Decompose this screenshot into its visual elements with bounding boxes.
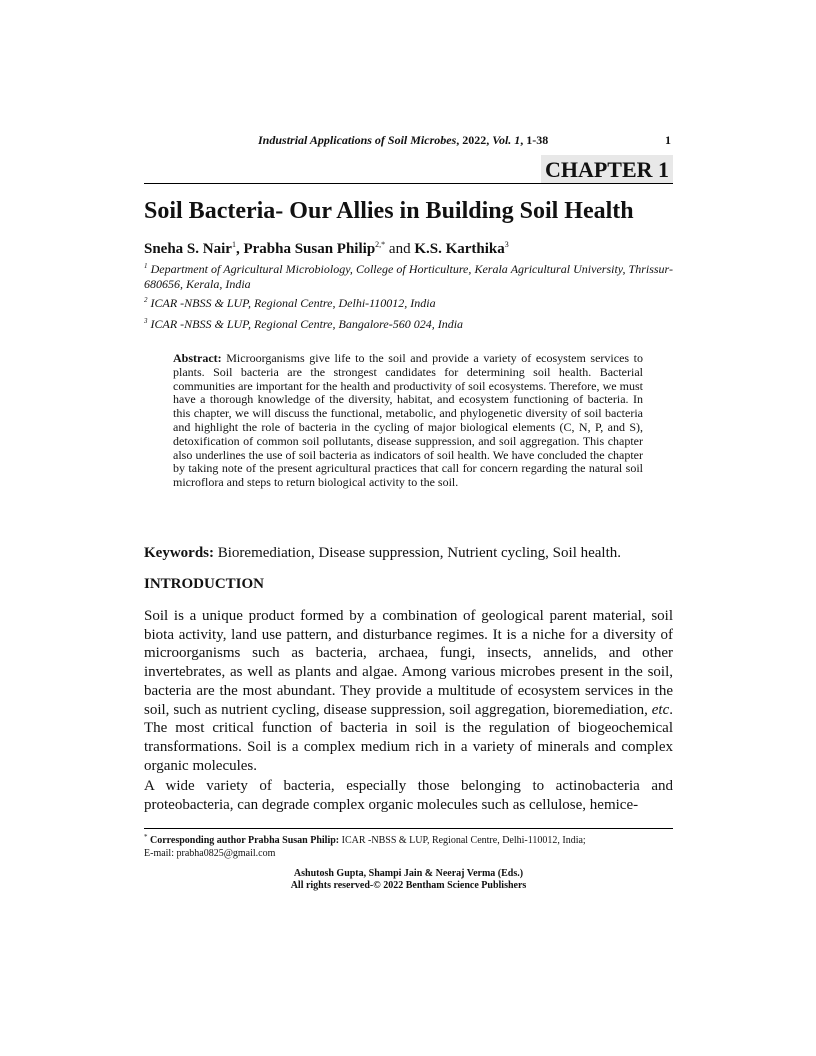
author-separator: ,	[235, 241, 244, 257]
chapter-rule	[144, 183, 673, 184]
introduction-heading: INTRODUCTION	[144, 576, 265, 592]
keywords-text: Bioremediation, Disease suppression, Nutrient cycling, Soil health.	[214, 545, 622, 561]
abstract	[173, 352, 643, 490]
rights-line: All rights reserved-© 2022 Bentham Science Publishers	[290, 880, 527, 891]
abstract-label: Abstract:	[173, 351, 222, 365]
keywords	[144, 543, 673, 563]
author-name: Prabha Susan Philip	[243, 241, 376, 257]
author-affiliation-mark: 3	[504, 240, 509, 249]
affiliation-2: $^2$ ICAR -NBSS & LUP, Regional Centre, Delhi-110012, India	[144, 296, 436, 310]
footnote-email: E-mail: prabha0825@gmail.com	[144, 848, 276, 859]
author-affiliation-mark: 2,*	[375, 240, 386, 249]
footnote: * Corresponding author Prabha Susan Philip: ICAR -NBSS & LUP, Regional Centre, Delhi-110012, India; E-mail: prabha0825@gmail.com	[144, 833, 586, 859]
chapter-label: CHAPTER 1	[541, 155, 673, 184]
author-separator: and	[385, 241, 415, 257]
page-number: 1	[665, 133, 671, 147]
keywords-label: Keywords:	[144, 545, 214, 561]
editors-credit	[144, 868, 673, 892]
author-affiliation-mark: 1	[231, 240, 236, 249]
author-name: K.S. Karthika	[414, 241, 505, 257]
affiliation-3: $^3$ ICAR -NBSS & LUP, Regional Centre, Bangalore-560 024, India	[144, 317, 464, 331]
running-head-title: Industrial Applications of Soil Microbes, 2022, Vol. 1, 1-38	[258, 133, 549, 147]
editors-line: Ashutosh Gupta, Shampi Jain & Neeraj Verma (Eds.)	[293, 868, 524, 879]
introduction-paragraph-2: A wide variety of bacteria, especially those belonging to actinobacteria and proteobacteria, can degrade complex organic molecules such as cellulose, hemice-	[144, 778, 673, 813]
author-name: Sneha S. Nair	[144, 241, 232, 257]
affiliation-1: $^1$ Department of Agricultural Microbiology, College of Horticulture, Kerala Agricultural University, Thrissur-680656, Kerala, India	[144, 262, 673, 291]
chapter-title: Soil Bacteria- Our Allies in Building Soil Health	[144, 198, 634, 224]
running-head	[144, 133, 673, 149]
footnote-rule	[144, 828, 673, 829]
introduction-paragraph-1: Soil is a unique product formed by a combination of geological parent material, soil biota activity, land use pattern, and disturbance regimes. It is a niche for a diversity of microorganisms such as bacteria, archaea, fungi, insects, annelids, and other invertebrates, as well as plants and algae. Among various microbes present in the soil, bacteria are the most abundant. They provide a multitude of ecosystem services in the soil, such as nutrient cycling, disease suppression, soil aggregation, bioremediation, etc. The most critical function of bacteria in soil is the regulation of biogeochemical transformations. Soil is a complex medium rich in a variety of minerals and complex organic molecules.	[144, 608, 673, 774]
abstract-text: Microorganisms give life to the soil and provide a variety of ecosystem services to plants. Soil bacteria are the strongest candidates for determining soil health. Bacterial communities are important for the health and productivity of soil ecosystems. Therefore, we must have a thorough knowledge of the diversity, habitat, and ecosystem functioning of bacteria. In this chapter, we will discuss the functional, metabolic, and phylogenetic diversity of soil bacteria and highlight the role of bacteria in the cycling of major biological elements (C, N, P, and S), detoxification of common soil pollutants, disease suppression, and soil aggregation. This chapter also underlines the use of soil bacteria as indicators of soil health. We have concluded the chapter by taking note of the present agricultural practices that call for concern regarding the natural soil microflora and steps to return biological activity to the soil.	[173, 351, 643, 490]
author-list	[144, 235, 509, 259]
